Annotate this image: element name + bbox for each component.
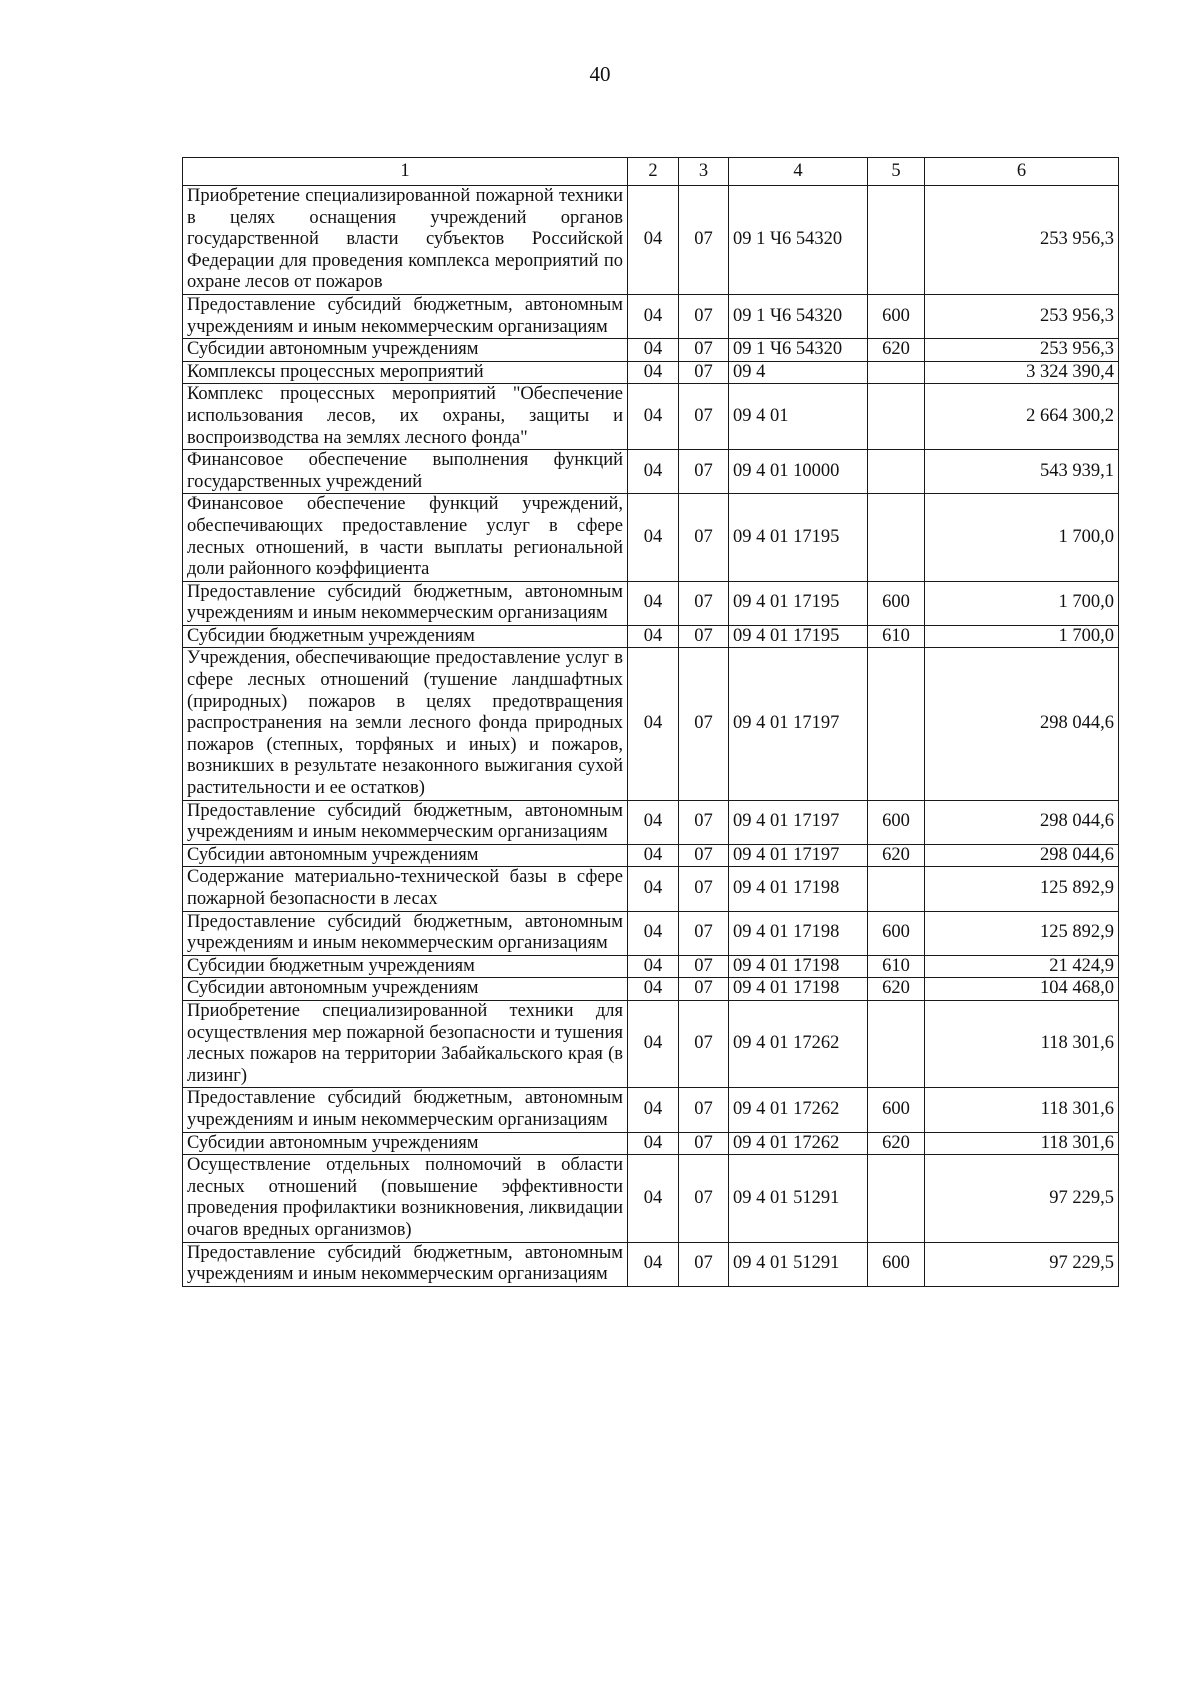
- row-amount: 125 892,9: [925, 867, 1119, 911]
- row-subsection: 07: [679, 1155, 729, 1242]
- row-name: Субсидии автономным учреждениям: [183, 844, 628, 867]
- row-expense-type: 610: [868, 625, 925, 648]
- row-target-article: 09 4 01 51291: [729, 1242, 868, 1286]
- row-target-article: 09 4: [729, 361, 868, 384]
- row-amount: 97 229,5: [925, 1155, 1119, 1242]
- row-amount: 253 956,3: [925, 294, 1119, 338]
- row-section: 04: [628, 1155, 679, 1242]
- row-amount: 1 700,0: [925, 625, 1119, 648]
- row-expense-type: 620: [868, 844, 925, 867]
- row-section: 04: [628, 1000, 679, 1087]
- row-target-article: 09 4 01 17198: [729, 867, 868, 911]
- row-name: Комплекс процессных мероприятий "Обеспечение использования лесов, их охраны, защиты и воспроизводства на землях лесного фонда": [183, 384, 628, 450]
- column-header-4: 4: [729, 158, 868, 186]
- row-target-article: 09 4 01: [729, 384, 868, 450]
- budget-table: [182, 157, 1119, 1287]
- row-subsection: 07: [679, 648, 729, 800]
- row-subsection: 07: [679, 494, 729, 581]
- row-section: 04: [628, 494, 679, 581]
- column-header-2: 2: [628, 158, 679, 186]
- row-subsection: 07: [679, 450, 729, 494]
- row-expense-type: 620: [868, 1132, 925, 1155]
- row-expense-type: [868, 1155, 925, 1242]
- row-subsection: 07: [679, 1132, 729, 1155]
- table-row: [183, 339, 1119, 362]
- row-name: Осуществление отдельных полномочий в области лесных отношений (повышение эффективности проведения профилактики возникновения, ликвидации очагов вредных организмов): [183, 1155, 628, 1242]
- row-name: Предоставление субсидий бюджетным, автономным учреждениям и иным некоммерческим организациям: [183, 1088, 628, 1132]
- row-subsection: 07: [679, 844, 729, 867]
- row-target-article: 09 4 01 17197: [729, 648, 868, 800]
- row-section: 04: [628, 294, 679, 338]
- table-row: [183, 911, 1119, 955]
- row-section: 04: [628, 1088, 679, 1132]
- row-amount: 21 424,9: [925, 955, 1119, 978]
- row-subsection: 07: [679, 1088, 729, 1132]
- row-expense-type: 600: [868, 1242, 925, 1286]
- table-body: [183, 186, 1119, 1287]
- row-target-article: 09 4 01 17195: [729, 494, 868, 581]
- row-name: Содержание материально-технической базы в сфере пожарной безопасности в лесах: [183, 867, 628, 911]
- row-expense-type: [868, 867, 925, 911]
- table-row: [183, 800, 1119, 844]
- row-subsection: 07: [679, 1242, 729, 1286]
- row-section: 04: [628, 384, 679, 450]
- table-row: [183, 978, 1119, 1001]
- table-row: [183, 494, 1119, 581]
- row-expense-type: 620: [868, 339, 925, 362]
- row-name: Приобретение специализированной техники для осуществления мер пожарной безопасности и тушения лесных пожаров на территории Забайкальского края (в лизинг): [183, 1000, 628, 1087]
- table-row: [183, 1155, 1119, 1242]
- row-name: Приобретение специализированной пожарной техники в целях оснащения учреждений органов государственной власти субъектов Российской Федерации для проведения комплекса мероприятий по охране лесов от пожаров: [183, 186, 628, 295]
- row-expense-type: 620: [868, 978, 925, 1001]
- column-header-1: 1: [183, 158, 628, 186]
- row-section: 04: [628, 361, 679, 384]
- row-target-article: 09 4 01 17198: [729, 911, 868, 955]
- row-amount: 1 700,0: [925, 494, 1119, 581]
- row-amount: 104 468,0: [925, 978, 1119, 1001]
- table-row: [183, 186, 1119, 295]
- row-section: 04: [628, 1132, 679, 1155]
- row-amount: 125 892,9: [925, 911, 1119, 955]
- row-section: 04: [628, 911, 679, 955]
- row-name: Учреждения, обеспечивающие предоставление услуг в сфере лесных отношений (тушение ландшафтных (природных) пожаров в целях предотвращения распространения на земли лесного фонда природных пожаров (степных, торфяных и иных) и пожаров, возникших в результате незаконного выжигания сухой растительности и ее остатков): [183, 648, 628, 800]
- row-target-article: 09 4 01 17262: [729, 1088, 868, 1132]
- row-amount: 298 044,6: [925, 844, 1119, 867]
- row-name: Предоставление субсидий бюджетным, автономным учреждениям и иным некоммерческим организациям: [183, 1242, 628, 1286]
- row-expense-type: [868, 494, 925, 581]
- row-expense-type: [868, 450, 925, 494]
- row-target-article: 09 1 Ч6 54320: [729, 294, 868, 338]
- row-name: Предоставление субсидий бюджетным, автономным учреждениям и иным некоммерческим организациям: [183, 294, 628, 338]
- row-subsection: 07: [679, 339, 729, 362]
- row-subsection: 07: [679, 581, 729, 625]
- column-header-3: 3: [679, 158, 729, 186]
- row-name: Предоставление субсидий бюджетным, автономным учреждениям и иным некоммерческим организациям: [183, 911, 628, 955]
- row-subsection: 07: [679, 955, 729, 978]
- table-row: [183, 648, 1119, 800]
- row-subsection: 07: [679, 186, 729, 295]
- row-name: Субсидии автономным учреждениям: [183, 978, 628, 1001]
- row-subsection: 07: [679, 294, 729, 338]
- row-name: Субсидии бюджетным учреждениям: [183, 955, 628, 978]
- row-subsection: 07: [679, 867, 729, 911]
- row-amount: 298 044,6: [925, 800, 1119, 844]
- row-subsection: 07: [679, 625, 729, 648]
- row-name: Комплексы процессных мероприятий: [183, 361, 628, 384]
- table-row: [183, 625, 1119, 648]
- row-section: 04: [628, 450, 679, 494]
- row-expense-type: [868, 384, 925, 450]
- row-expense-type: [868, 361, 925, 384]
- row-name: Предоставление субсидий бюджетным, автономным учреждениям и иным некоммерческим организациям: [183, 581, 628, 625]
- table-row: [183, 450, 1119, 494]
- row-subsection: 07: [679, 800, 729, 844]
- row-name: Предоставление субсидий бюджетным, автономным учреждениям и иным некоммерческим организациям: [183, 800, 628, 844]
- table-row: [183, 844, 1119, 867]
- table-row: [183, 361, 1119, 384]
- row-section: 04: [628, 1242, 679, 1286]
- row-name: Финансовое обеспечение функций учреждений, обеспечивающих предоставление услуг в сфере лесных отношений, в части выплаты региональной доли районного коэффициента: [183, 494, 628, 581]
- row-expense-type: [868, 1000, 925, 1087]
- row-section: 04: [628, 978, 679, 1001]
- table-row: [183, 955, 1119, 978]
- row-section: 04: [628, 581, 679, 625]
- row-section: 04: [628, 186, 679, 295]
- row-amount: 543 939,1: [925, 450, 1119, 494]
- row-amount: 253 956,3: [925, 186, 1119, 295]
- row-amount: 2 664 300,2: [925, 384, 1119, 450]
- row-amount: 118 301,6: [925, 1088, 1119, 1132]
- row-subsection: 07: [679, 911, 729, 955]
- row-subsection: 07: [679, 384, 729, 450]
- row-name: Субсидии бюджетным учреждениям: [183, 625, 628, 648]
- row-name: Субсидии автономным учреждениям: [183, 339, 628, 362]
- column-header-5: 5: [868, 158, 925, 186]
- row-section: 04: [628, 800, 679, 844]
- header-row: [183, 158, 1119, 186]
- row-expense-type: 600: [868, 581, 925, 625]
- row-target-article: 09 4 01 51291: [729, 1155, 868, 1242]
- table-row: [183, 294, 1119, 338]
- row-subsection: 07: [679, 361, 729, 384]
- row-amount: 3 324 390,4: [925, 361, 1119, 384]
- row-target-article: 09 4 01 10000: [729, 450, 868, 494]
- row-target-article: 09 4 01 17195: [729, 625, 868, 648]
- table-row: [183, 867, 1119, 911]
- row-subsection: 07: [679, 1000, 729, 1087]
- table-row: [183, 1242, 1119, 1286]
- row-expense-type: 600: [868, 294, 925, 338]
- row-target-article: 09 4 01 17262: [729, 1132, 868, 1155]
- table-row: [183, 384, 1119, 450]
- row-target-article: 09 1 Ч6 54320: [729, 339, 868, 362]
- row-target-article: 09 4 01 17262: [729, 1000, 868, 1087]
- row-expense-type: 600: [868, 1088, 925, 1132]
- table-row: [183, 581, 1119, 625]
- row-target-article: 09 1 Ч6 54320: [729, 186, 868, 295]
- row-name: Субсидии автономным учреждениям: [183, 1132, 628, 1155]
- row-target-article: 09 4 01 17197: [729, 844, 868, 867]
- row-section: 04: [628, 339, 679, 362]
- row-expense-type: 610: [868, 955, 925, 978]
- table-header: [183, 158, 1119, 186]
- row-name: Финансовое обеспечение выполнения функций государственных учреждений: [183, 450, 628, 494]
- row-amount: 1 700,0: [925, 581, 1119, 625]
- row-target-article: 09 4 01 17198: [729, 978, 868, 1001]
- row-section: 04: [628, 648, 679, 800]
- row-expense-type: [868, 186, 925, 295]
- row-section: 04: [628, 625, 679, 648]
- row-section: 04: [628, 867, 679, 911]
- row-amount: 298 044,6: [925, 648, 1119, 800]
- row-expense-type: 600: [868, 911, 925, 955]
- row-amount: 97 229,5: [925, 1242, 1119, 1286]
- table-row: [183, 1132, 1119, 1155]
- row-subsection: 07: [679, 978, 729, 1001]
- row-target-article: 09 4 01 17197: [729, 800, 868, 844]
- row-section: 04: [628, 955, 679, 978]
- table-row: [183, 1088, 1119, 1132]
- row-target-article: 09 4 01 17195: [729, 581, 868, 625]
- row-amount: 118 301,6: [925, 1000, 1119, 1087]
- table-row: [183, 1000, 1119, 1087]
- row-target-article: 09 4 01 17198: [729, 955, 868, 978]
- row-amount: 118 301,6: [925, 1132, 1119, 1155]
- row-expense-type: 600: [868, 800, 925, 844]
- row-expense-type: [868, 648, 925, 800]
- page-number: 40: [589, 62, 611, 86]
- row-section: 04: [628, 844, 679, 867]
- column-header-6: 6: [925, 158, 1119, 186]
- row-amount: 253 956,3: [925, 339, 1119, 362]
